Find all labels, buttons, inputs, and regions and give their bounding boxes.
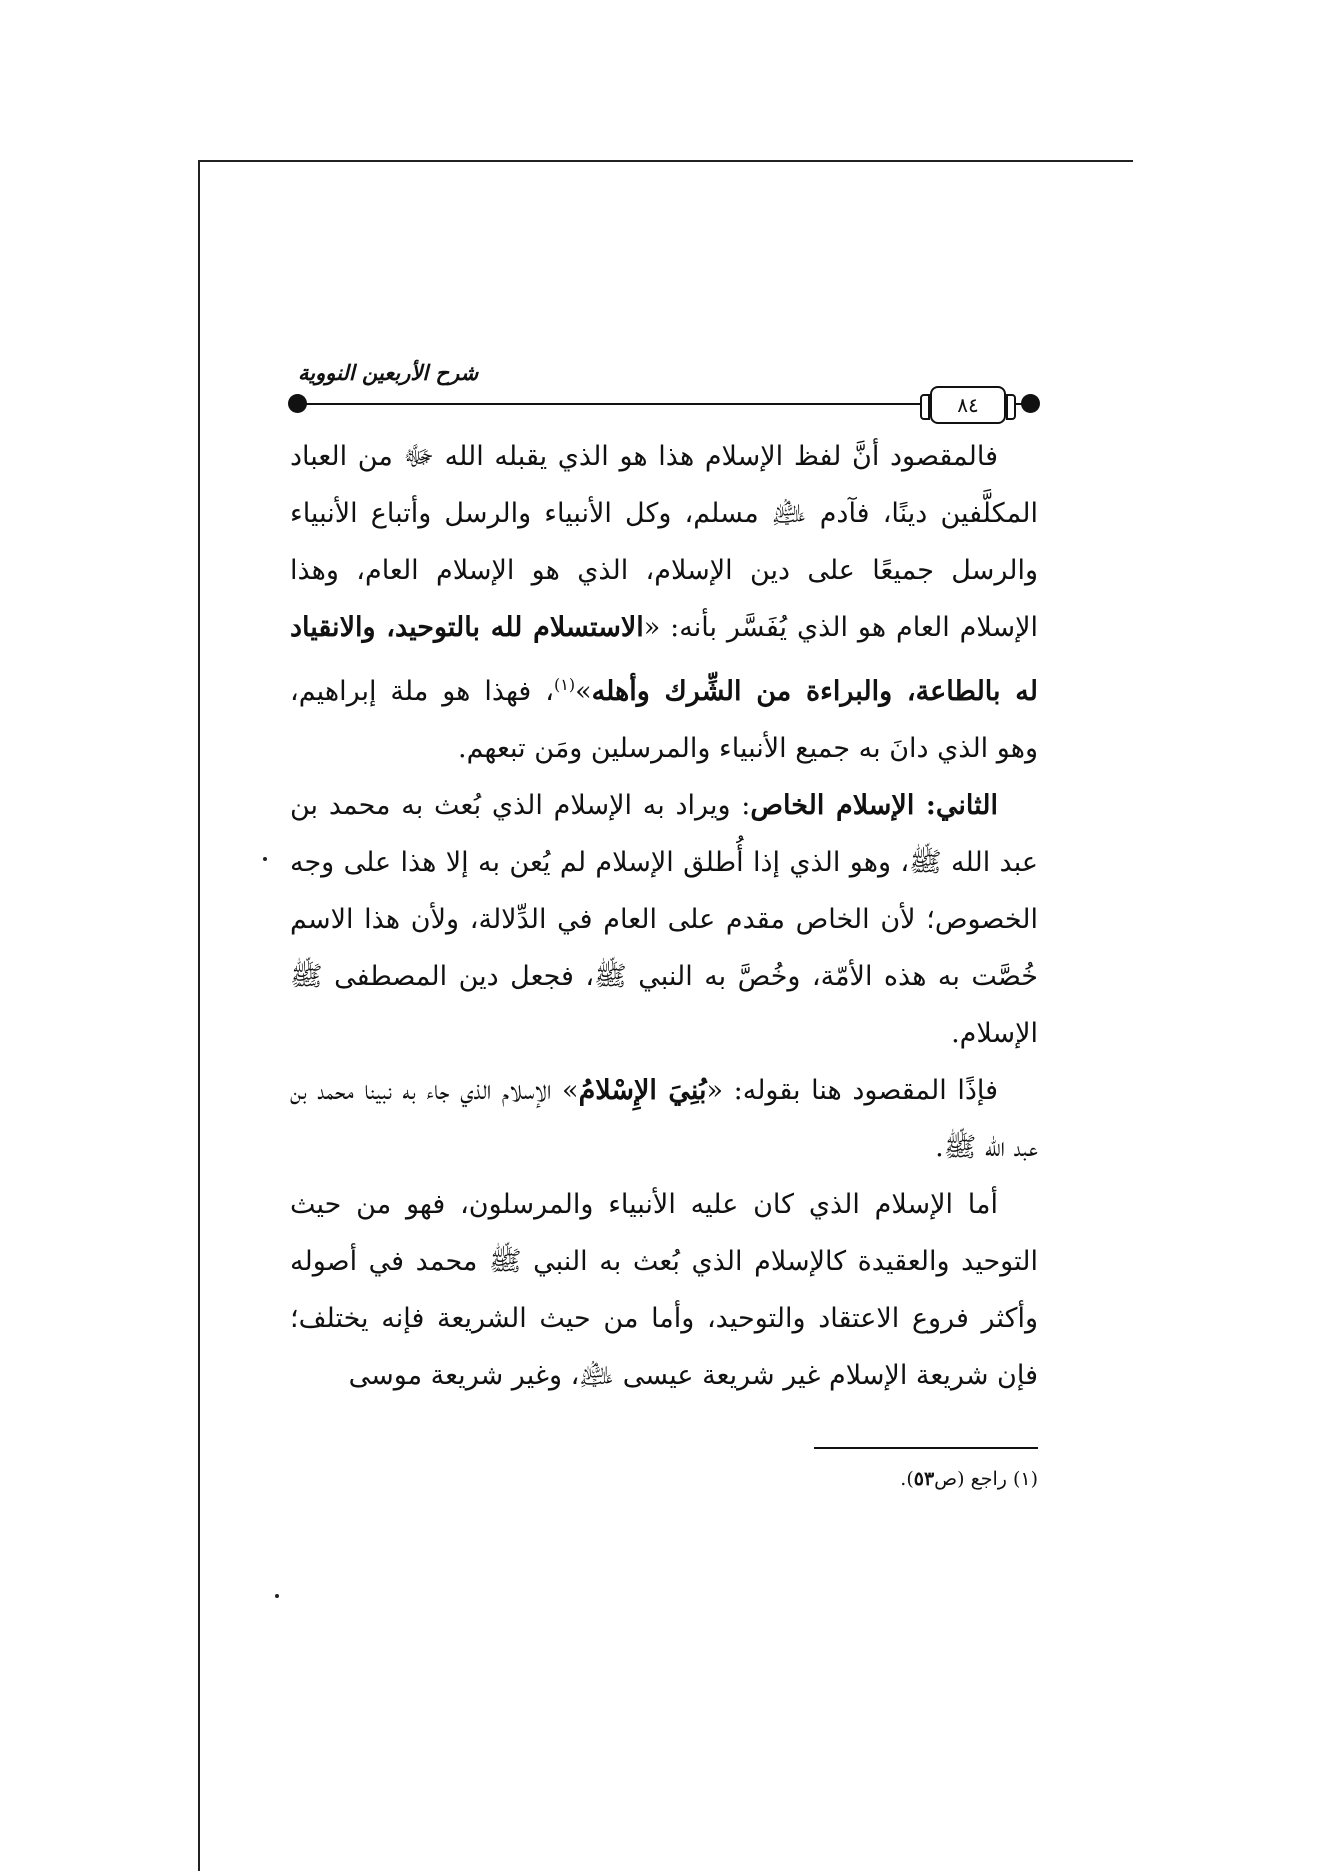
crop-mark-left [198,160,200,1871]
crop-mark-top [198,160,1133,162]
section-heading: الثاني: الإسلام الخاص [750,790,999,821]
page-header [288,360,1040,420]
text-run: : ويراد به الإسلام الذي بُعث به محمد بن عبد الله ﷺ، وهو الذي إذا أُطلق الإسلام لم يُعن به إلا هذا على وجه الخصوص؛ لأن الخاص مقدم على العام في الدِّلالة، ولأن هذا الاسم خُصَّت به هذه الأمّة، وخُصَّ به النبي ﷺ، فجعل دين المصطفى ﷺ الإسلام. [290,790,1038,1049]
stray-mark [263,857,267,861]
footnote-reference[interactable]: (١) [553,675,576,694]
page-number: ٨٤ [957,393,979,417]
running-title: شرح الأربعين النووية [298,360,479,385]
bold-definition: الاستسلام لله بالتوحيد، والانقياد له بالطاعة، والبراءة من الشِّرك وأهله [290,612,1038,707]
paragraph-3 [290,1062,1038,1176]
footnote [700,1468,1038,1490]
footnote-rule [814,1447,1038,1449]
stray-mark [275,1594,279,1598]
text-run: أما الإسلام الذي كان عليه الأنبياء والمرسلون، فهو من حيث التوحيد والعقيدة كالإسلام الذي بُعث به النبي ﷺ محمد في أصوله وأكثر فروع الاعتقاد والتوحيد، وأما من حيث الشريعة فإنه يختلف؛ فإن شريعة الإسلام غير شريعة عيسى ﵇، وغير شريعة موسى [290,1189,1038,1391]
text-run: ، فهذا هو ملة إبراهيم، وهو الذي دانَ به جميع الأنبياء والمرسلين ومَن تبعهم. [290,676,1038,764]
text-run: فالمقصود أنَّ لفظ الإسلام هذا هو الذي يقبله الله ﷻ من العباد المكلَّفين دينًا، فآدم ﵇ مسلم، وكل الأنبياء والرسل وأتباع الأنبياء والرسل جميعًا على دين الإسلام، الذي هو الإسلام العام، وهذا الإسلام العام هو الذي يُفَسَّر بأنه: « [290,441,1038,643]
text-run: ). [900,1468,914,1490]
page-number-box [930,386,1006,424]
text-run: (١) راجع (ص [934,1468,1038,1490]
body-text [290,428,1038,1404]
footnote-page-ref: ٥٣ [913,1468,935,1490]
text-run: فإذًا المقصود هنا بقوله: « [706,1075,998,1106]
text-run: » الإسلام الذي جاء به نبينا محمد بن عبد الله ﷺ. [290,1075,1038,1163]
paragraph-4 [290,1176,1038,1404]
hadith-quote: بُنِيَ الإِسْلامُ [578,1075,707,1106]
text-run: » [575,676,592,707]
paragraph-2 [290,777,1038,1062]
paragraph-1 [290,428,1038,777]
